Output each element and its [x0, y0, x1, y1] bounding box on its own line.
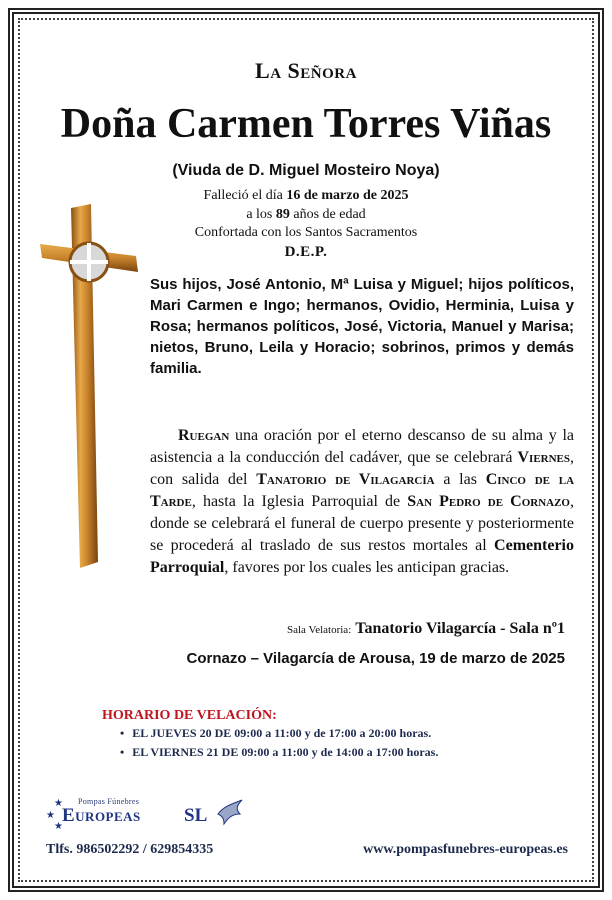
svg-text:★: ★: [54, 798, 63, 809]
svg-text:★: ★: [46, 810, 55, 821]
dep: D.E.P.: [284, 244, 328, 260]
deceased-name: Doña Carmen Torres Viñas: [60, 101, 552, 147]
horario-title: HORARIO DE VELACIÓN:: [102, 708, 277, 723]
horario-list: [120, 726, 438, 764]
place-date: Cornazo – Vilagarcía de Arousa, 19 de marzo de 2025: [186, 650, 565, 667]
logo-sl: SL: [184, 805, 208, 826]
footer-phones: Tlfs. 986502292 / 629854335: [46, 842, 214, 857]
title-la-senora: La Señora: [255, 58, 357, 83]
sacraments-line: Confortada con los Santos Sacramentos: [194, 225, 418, 240]
horario-item: • EL VIERNES 21 DE 09:00 a 11:00 y de 14:00 a 17:00 horas.: [120, 745, 439, 759]
cross-icon: [34, 200, 144, 572]
widow-of: (Viuda de D. Miguel Mosteiro Noya): [172, 162, 440, 179]
horario-item: • EL JUEVES 20 DE 09:00 a 11:00 y de 17:00 a 20:00 horas.: [120, 726, 432, 740]
svg-text:★: ★: [54, 821, 63, 830]
footer-website-link[interactable]: www.pompasfunebres-europeas.es: [363, 842, 568, 857]
family-text: Sus hijos, José Antonio, Mª Luisa y Miguel; hijos políticos, Mari Carmen e Ingo; hermanos, Ovidio, Herminia, Luisa y Rosa; hermanos políticos, José, Victoria, Manuel y Marisa; nietos, Bruno, Leila y Horacio; sobrinos, primos y demás familia.: [150, 276, 574, 377]
dove-icon: [214, 796, 246, 828]
death-date-line: Falleció el día 16 de marzo de 2025: [203, 188, 409, 203]
sala-velatoria: Sala Velatoria: Tanatorio Vilagarcía - Sala nº1: [287, 620, 565, 637]
age-line: a los 89 años de edad: [246, 207, 366, 222]
logo-brand-name: Europeas: [62, 805, 141, 826]
prayer-paragraph: Ruegan una oración por el eterno descanso de su alma y la asistencia a la conducción del cadáver, que se celebrará Viernes, con salida del Tanatorio de Vilagarcía a las Cinco de la Tarde, hasta la Iglesia Parroquial de San Pedro de Cornazo, donde se celebrará el funeral de cuerpo presente y posteriormente se procederá al traslado de sus restos mortales al Cementerio Parroquial, favores por los cuales les anticipan gracias.: [150, 427, 575, 576]
death-date: 16 de marzo de 2025: [286, 188, 409, 203]
age: 89: [275, 207, 290, 222]
logo-tagline: Pompas Fúnebres: [78, 797, 140, 806]
